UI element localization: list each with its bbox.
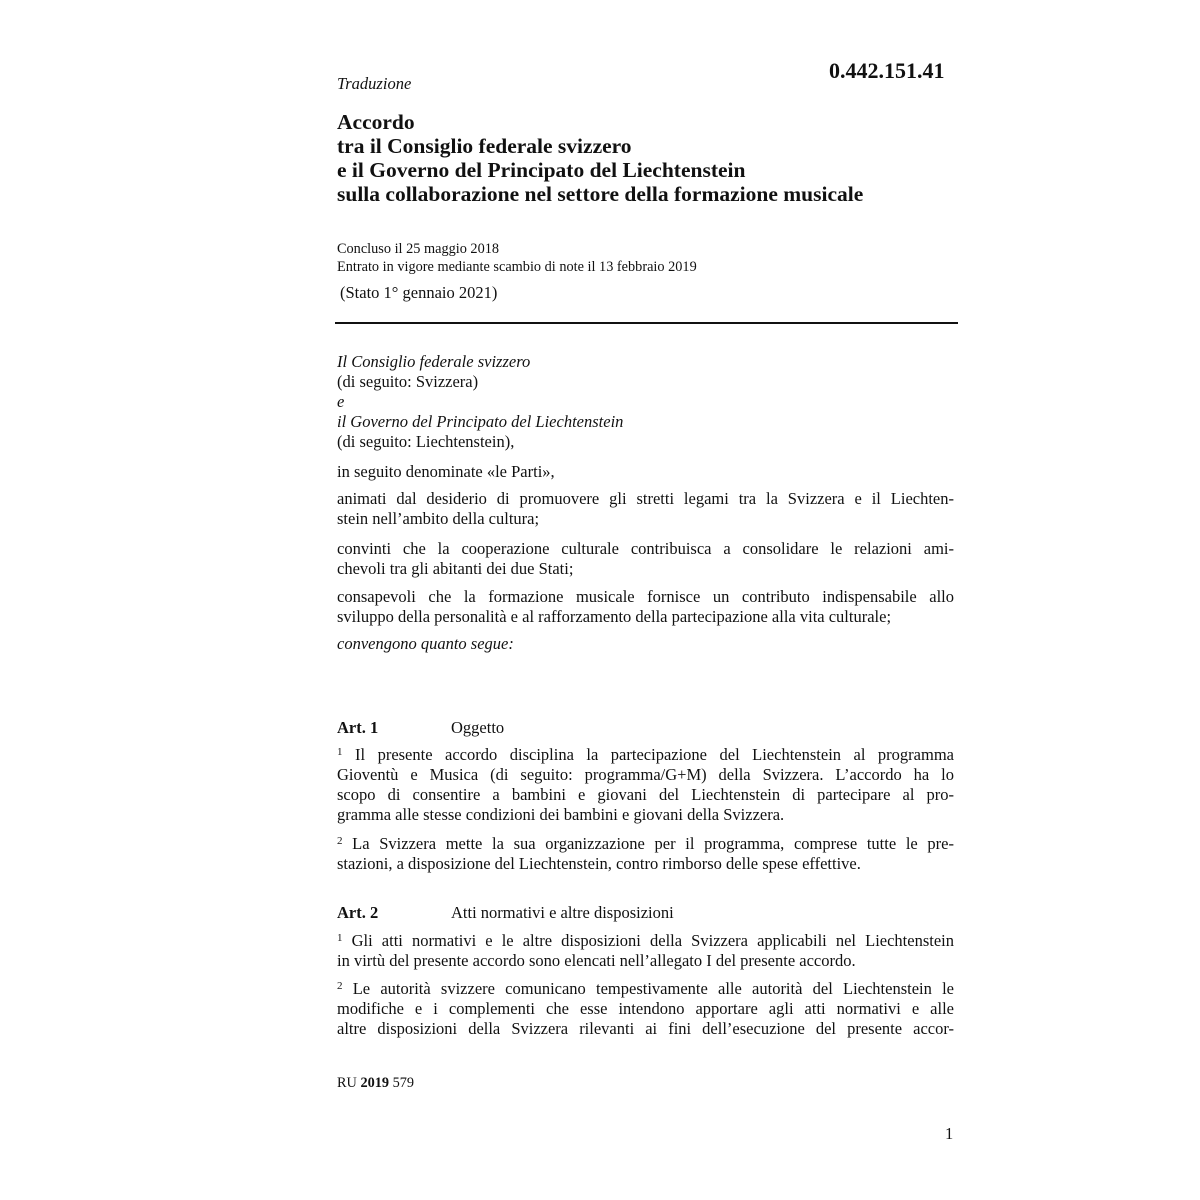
party-2-alias: (di seguito: Liechtenstein), [337, 432, 515, 451]
title-line-2: tra il Consiglio federale svizzero [337, 134, 632, 158]
agreement-clause [337, 634, 954, 654]
article-2-number: Art. 2 [337, 903, 379, 922]
article-1-p1-line-2: Gioventù e Musica (di seguito: programma/G+M) della Svizzera. L’accordo ha lo [337, 765, 954, 784]
party-1-alias: (di seguito: Svizzera) [337, 372, 479, 391]
recital-1-line-1: animati dal desiderio di promuovere gli stretti legami tra la Svizzera e il Liechten- [337, 489, 954, 508]
article-1-title: Oggetto [451, 718, 505, 737]
title-divider [335, 322, 958, 324]
recital-2-line-1: convinti che la cooperazione culturale contribuisca a consolidare le relazioni ami- [337, 539, 954, 558]
rs-number: 0.442.151.41 [829, 58, 945, 83]
agree-text: convengono quanto segue: [337, 634, 514, 653]
article-1-p2-line-1 [337, 834, 954, 854]
article-1-paragraph-2 [337, 834, 954, 874]
paragraph-number: 1 [337, 746, 343, 758]
article-2-p2-text: Le autorità svizzere comunicano tempestivamente alle autorità del Liechtenstein le [342, 979, 954, 998]
page-number: 1 [945, 1124, 954, 1143]
preamble-recital-1 [337, 489, 954, 529]
article-1-paragraph-1 [337, 745, 954, 825]
recital-2-line-2: chevoli tra gli abitanti dei due Stati; [337, 559, 574, 578]
party-1: Il Consiglio federale svizzero [337, 352, 531, 371]
article-2-p2-line-2: modifiche e i complementi che esse intendono apportare agli atti normativi e alle [337, 999, 954, 1018]
conjunction: e [337, 392, 345, 411]
concluded-date: Concluso il 25 maggio 2018 [337, 241, 500, 257]
status-date: (Stato 1° gennaio 2021) [340, 283, 498, 302]
recital-3-line-1: consapevoli che la formazione musicale fornisce un contributo indispensabile allo [337, 587, 954, 606]
article-2-heading [337, 903, 674, 923]
date-block [337, 241, 697, 276]
paragraph-number: 1 [337, 932, 343, 944]
article-1-p2-line-2: stazioni, a disposizione del Liechtenstein, contro rimborso delle spese effettive. [337, 854, 861, 873]
preamble-recital-2 [337, 539, 954, 579]
article-2-p2-line-1 [337, 979, 954, 999]
title-line-3: e il Governo del Principato del Liechtenstein [337, 158, 746, 182]
ru-year: 2019 [360, 1075, 390, 1091]
article-2-p1-line-2: in virtù del presente accordo sono elencati nell’allegato I del presente accordo. [337, 951, 856, 970]
preamble-parties [337, 352, 954, 452]
party-2: il Governo del Principato del Liechtenstein [337, 412, 624, 431]
official-compilation-reference [337, 1075, 414, 1092]
article-2-p1-text: Gli atti normativi e le altre disposizioni della Svizzera applicabili nel Liechtenstein [342, 931, 954, 950]
translation-label: Traduzione [337, 74, 412, 93]
parties-definition [337, 462, 954, 482]
recital-3-line-2: sviluppo della personalità e al rafforzamento della partecipazione alla vita culturale; [337, 607, 892, 626]
article-2-paragraph-1 [337, 931, 954, 971]
ru-prefix: RU [337, 1075, 357, 1091]
article-2-title: Atti normativi e altre disposizioni [451, 903, 674, 922]
article-1-p1-line-4: gramma alle stesse condizioni dei bambini e giovani della Svizzera. [337, 805, 785, 824]
article-2-p1-line-1 [337, 931, 954, 951]
recital-1-line-2: stein nell’ambito della cultura; [337, 509, 540, 528]
ru-page: 579 [392, 1075, 415, 1091]
article-1-number: Art. 1 [337, 718, 379, 737]
article-1-heading [337, 718, 504, 738]
article-1-p1-line-1 [337, 745, 954, 765]
title-line-1: Accordo [337, 110, 415, 134]
entry-into-force: Entrato in vigore mediante scambio di note il 13 febbraio 2019 [337, 258, 697, 275]
article-2-p2-line-3: altre disposizioni della Svizzera rilevanti ai fini dell’esecuzione del presente accor- [337, 1019, 954, 1038]
parties-text: in seguito denominate «le Parti», [337, 462, 555, 481]
article-1-p2-text: La Svizzera mette la sua organizzazione per il programma, comprese tutte le pre- [342, 834, 954, 853]
paragraph-number: 2 [337, 835, 343, 847]
title-line-4: sulla collaborazione nel settore della formazione musicale [337, 182, 864, 206]
article-2-paragraph-2 [337, 979, 954, 1039]
article-1-p1-line-3: scopo di consentire a bambini e giovani del Liechtenstein di partecipare al pro- [337, 785, 954, 804]
preamble-recital-3 [337, 587, 954, 627]
article-1-p1-text: Il presente accordo disciplina la partecipazione del Liechtenstein al programma [342, 745, 954, 764]
document-title [337, 110, 863, 206]
paragraph-number: 2 [337, 980, 343, 992]
